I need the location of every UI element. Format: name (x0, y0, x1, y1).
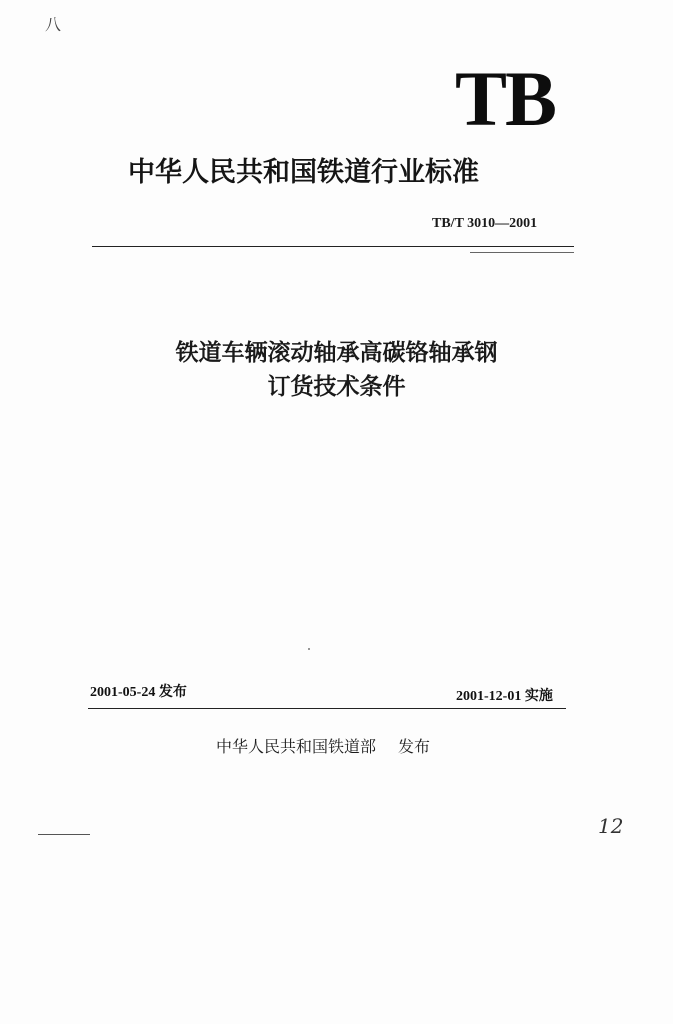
publisher-line (216, 734, 430, 757)
corner-handwritten-mark: 八 (45, 15, 62, 34)
standard-category-heading: 中华人民共和国铁道行业标准 (128, 157, 479, 188)
standard-number: TB/T 3010—2001 (432, 216, 538, 231)
handwritten-page-mark: 12 (598, 814, 624, 838)
implementation-date: 2001-12-01 实施 (456, 689, 553, 704)
scan-speck (308, 648, 310, 650)
document-title-line-2: 订货技术条件 (267, 374, 406, 400)
margin-dash (38, 834, 90, 835)
publisher-name: 中华人民共和国铁道部 (216, 737, 377, 756)
tb-logo: TB (455, 55, 556, 142)
document-title-line-1: 铁道车辆滚动轴承高碳铬轴承钢 (175, 340, 498, 366)
footer-divider (88, 708, 566, 709)
header-divider (92, 246, 574, 247)
issue-date: 2001-05-24 发布 (90, 685, 187, 700)
header-divider-accent (470, 252, 574, 253)
publisher-verb: 发布 (398, 737, 431, 756)
